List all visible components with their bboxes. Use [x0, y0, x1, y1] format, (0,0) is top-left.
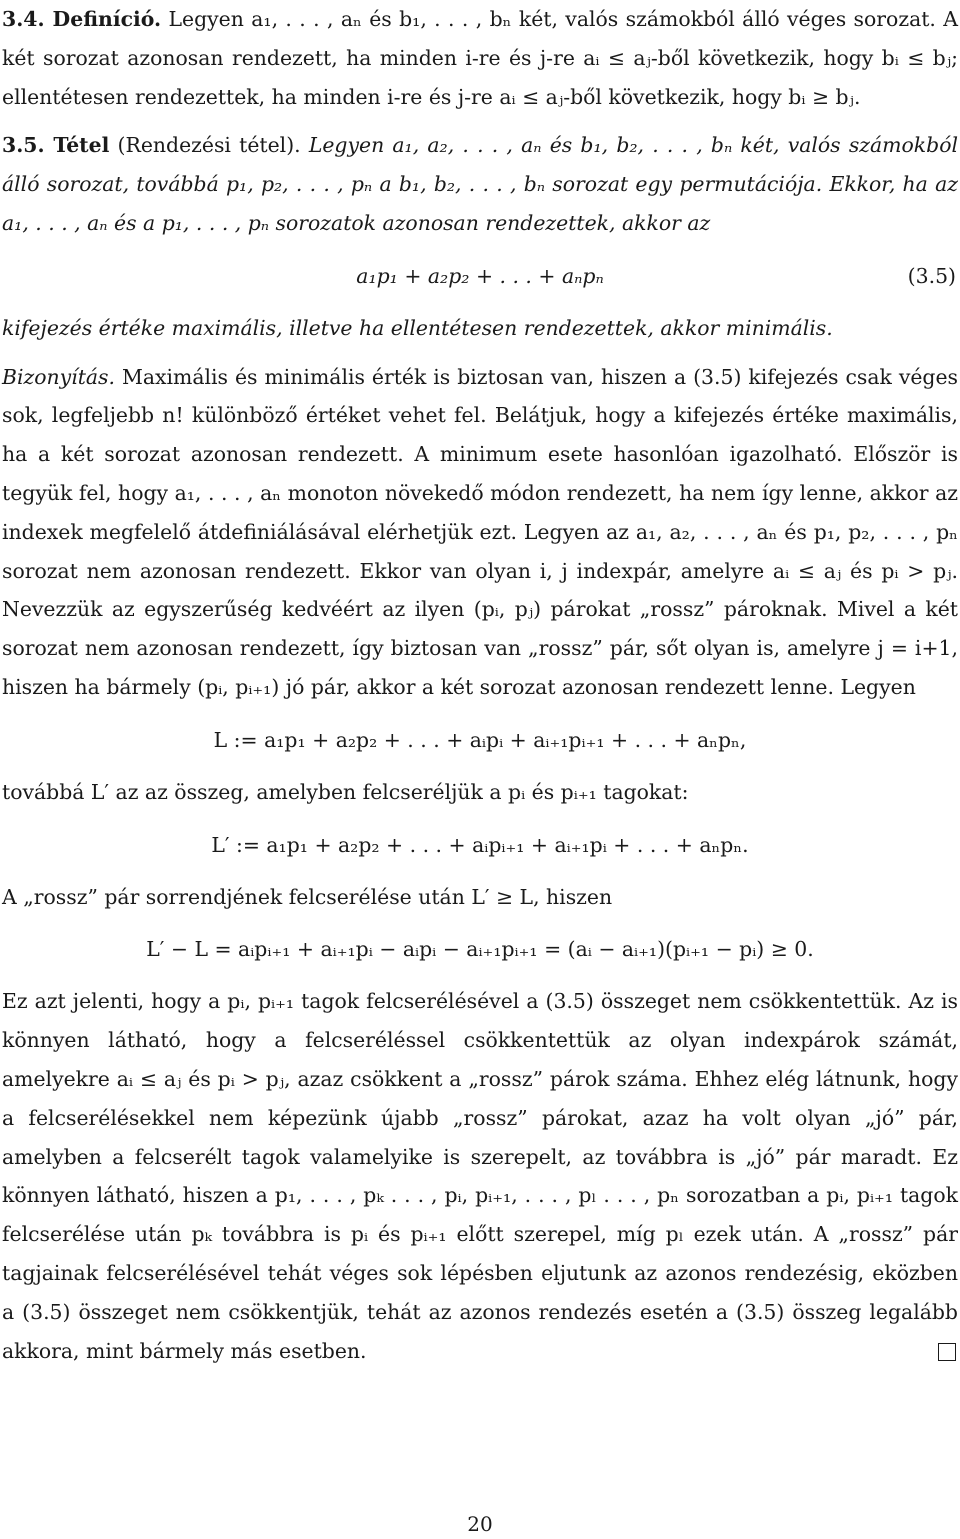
- page-number: 20: [467, 1512, 493, 1536]
- equation-difference-body: L′ − L = aᵢpᵢ₊₁ + aᵢ₊₁pᵢ − aᵢpᵢ − aᵢ₊₁pᵢ₊₁ = (aᵢ − aᵢ₊₁)(pᵢ₊₁ − pᵢ) ≥ 0.: [146, 937, 814, 962]
- proof-label: Bizonyítás.: [2, 364, 115, 389]
- equation-number: (3.5): [907, 263, 956, 288]
- proof-paragraph-3: A „rossz” pár sorrendjének felcserélése után L′ ≥ L, hiszen: [2, 884, 613, 909]
- theorem-label: 3.5. Tétel: [2, 133, 110, 158]
- definition-text: Legyen a₁, . . . , aₙ és b₁, . . . , bₙ két, valós számokból álló véges sorozat. A két sorozat azonosan rendezett, ha minden i-re és j-re aᵢ ≤ aⱼ-ből következik, hogy bᵢ ≤ bⱼ; ellentétesen rendezettek, ha minden i-re és j-re aᵢ ≤ aⱼ-ből következik, hogy bᵢ ≥ bⱼ.: [2, 7, 958, 109]
- definition-paragraph: [2, 0, 958, 116]
- proof-paragraph-1: [2, 358, 958, 707]
- theorem-name: (Rendezési tétel).: [117, 133, 301, 158]
- equation-L: [2, 721, 958, 759]
- proof-paragraph-4: [2, 982, 958, 1370]
- equation-difference: [2, 930, 958, 968]
- equation-L-body: L := a₁p₁ + a₂p₂ + . . . + aᵢpᵢ + aᵢ₊₁pᵢ₊₁ + . . . + aₙpₙ,: [213, 727, 747, 752]
- proof-text-4: Ez azt jelenti, hogy a pᵢ, pᵢ₊₁ tagok felcserélésével a (3.5) összeget nem csökkentettük. Az is könnyen látható, hogy a felcseréléssel csökkentettük az olyan indexpárok számát, amelyekre aᵢ ≤ aⱼ és pᵢ > pⱼ, azaz csökkent a „rossz” párok száma. Ehhez elég látnunk, hogy a felcserélésekkel nem képezünk újabb „rossz” párokat, azaz ha volt olyan „jó” pár, amelyben a felcserélt tagok valamelyike is szerepelt, az továbbra is „jó” pár maradt. Ez könnyen látható, hiszen a p₁, . . . , pₖ . . . , pᵢ, pᵢ₊₁, . . . , pₗ . . . , pₙ sorozatban a pᵢ, pᵢ₊₁ tagok felcserélése után pₖ továbbra is pᵢ és pᵢ₊₁ előtt szerepel, míg pₗ ezek után. A „rossz” pár tagjainak felcserélésével tehát véges sok lépésben eljutunk az azonos rendezésig, eközben a (3.5) összeget nem csökkentjük, tehát az azonos rendezés esetén a (3.5) összeg legalább akkora, mint bármely más esetben.: [2, 989, 958, 1363]
- equation-3-5: [2, 257, 958, 295]
- definition-label: 3.4. Definíció.: [2, 7, 162, 31]
- equation-L-prime-body: L′ := a₁p₁ + a₂p₂ + . . . + aᵢpᵢ₊₁ + aᵢ₊₁pᵢ + . . . + aₙpₙ.: [211, 832, 749, 857]
- theorem-text: Legyen a₁, a₂, . . . , aₙ és b₁, b₂, . . . , bₙ két, valós számokból álló sorozat, továbbá p₁, p₂, . . . , pₙ a b₁, b₂, . . . , bₙ sorozat egy permutációja. Ekkor, ha az a₁, . . . , aₙ és a p₁, . . . , pₙ sorozatok azonosan rendezettek, akkor az: [2, 133, 959, 235]
- theorem-paragraph: [2, 126, 958, 242]
- equation-L-prime: [2, 826, 958, 864]
- proof-text-1: Maximális és minimális érték is biztosan van, hiszen a (3.5) kifejezés csak véges sok, legfeljebb n! különböző értéket vehet fel. Belátjuk, hogy a kifejezés értéke maximális, ha a két sorozat azonosan rendezett. A minimum esete hasonlóan igazolható. Először is tegyük fel, hogy a₁, . . . , aₙ monoton növekedő módon rendezett, ha nem így lenne, akkor az indexek megfelelő átdefiniálásával elérhetjük ezt. Legyen az a₁, a₂, . . . , aₙ és p₁, p₂, . . . , pₙ sorozat nem azonosan rendezett. Ekkor van olyan i, j indexpár, amelyre aᵢ ≤ aⱼ és pᵢ > pⱼ. Nevezzük az egyszerűség kedvéért az ilyen (pᵢ, pⱼ) párokat „rossz” pároknak. Mivel a két sorozat nem azonosan rendezett, így biztosan van „rossz” pár, sőt olyan is, amelyre j = i+1, hiszen ha bármely (pᵢ, pᵢ₊₁) jó pár, akkor a két sorozat azonosan rendezett lenne. Legyen: [2, 364, 958, 699]
- proof-paragraph-2: továbbá L′ az az összeg, amelyben felcseréljük a pᵢ és pᵢ₊₁ tagokat:: [2, 779, 689, 804]
- qed-square-icon: [938, 1343, 956, 1361]
- equation-3-5-body: a₁p₁ + a₂p₂ + . . . + aₙpₙ: [356, 263, 604, 288]
- theorem-conclusion: kifejezés értéke maximális, illetve ha ellentétesen rendezettek, akkor minimális.: [2, 315, 833, 340]
